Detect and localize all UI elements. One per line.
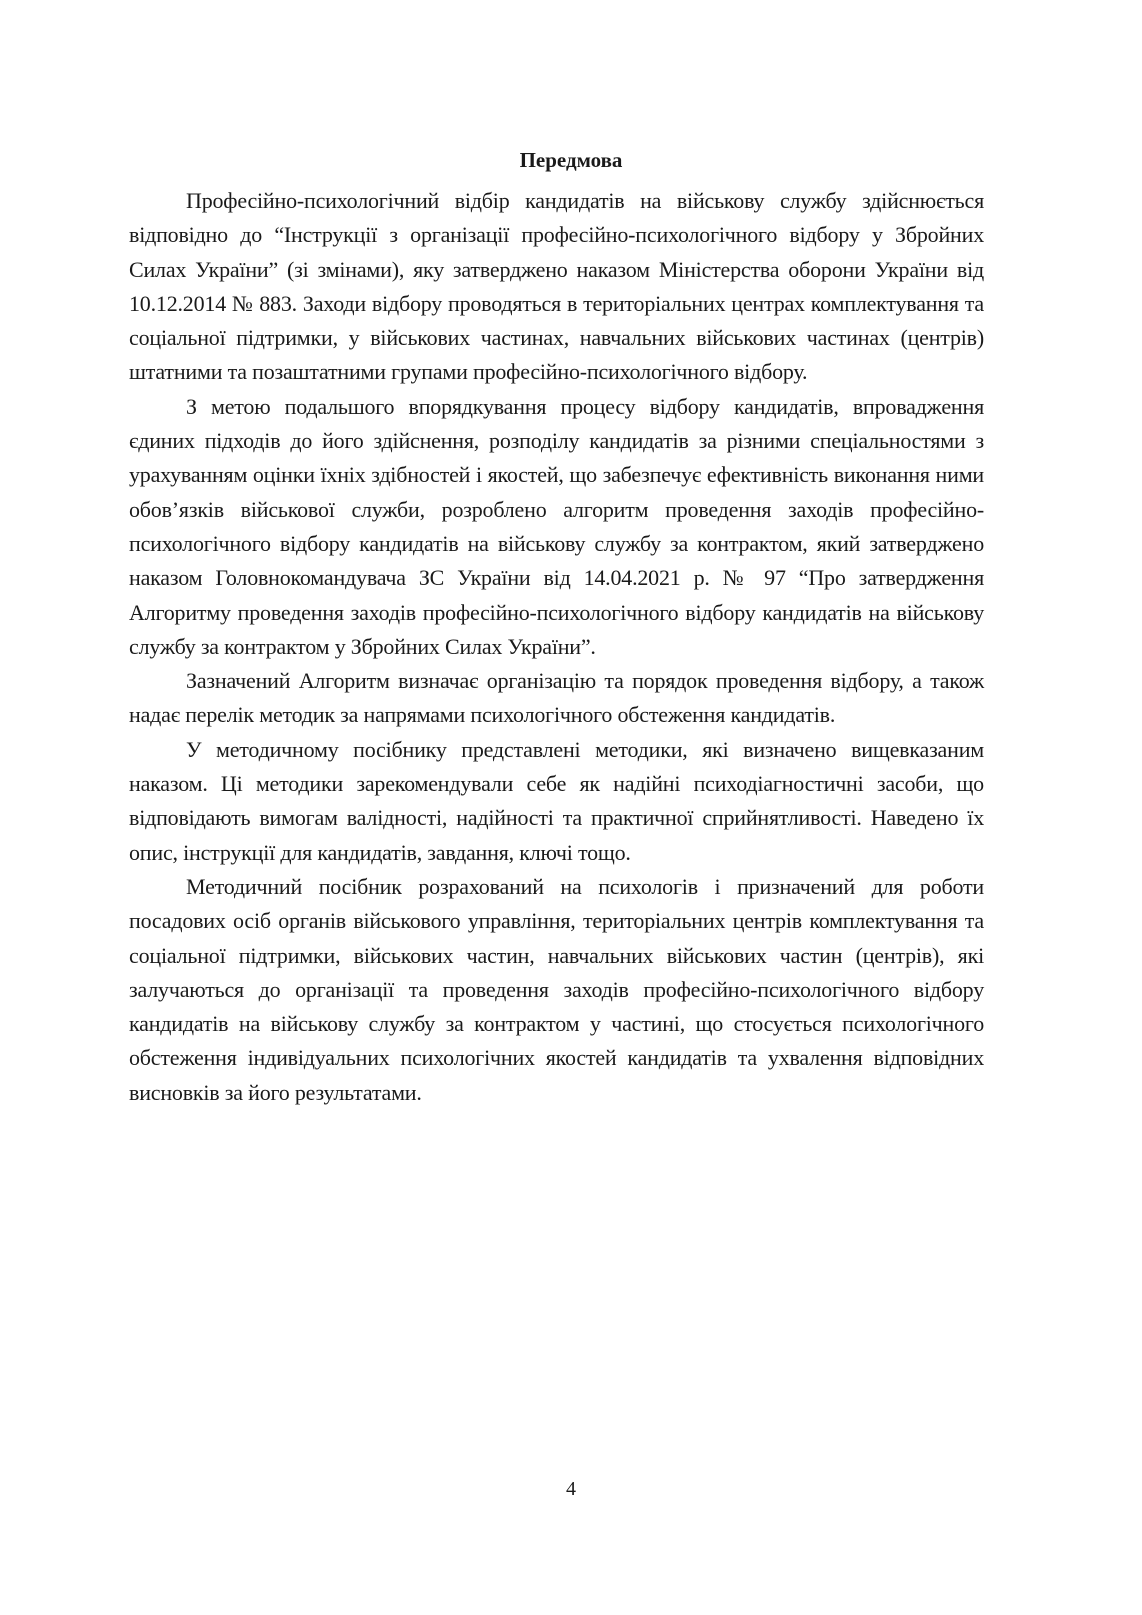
document-body (129, 184, 984, 1110)
page-number: 4 (566, 1478, 576, 1500)
paragraph-1: Професійно-психологічний відбір кандидатів на військову службу здійснюється відповідно до “Інструкції з організації професійно-психологічного відбору у Збройних Силах України” (зі змінами), яку затверджено наказом Міністерства оборони України від 10.12.2014 № 883. Заходи відбору проводяться в територіальних центрах комплектування та соціальної підтримки, у військових частинах, навчальних військових частинах (центрів) штатними та позаштатними групами професійно-психологічного відбору. (129, 188, 984, 385)
paragraph-3: Зазначений Алгоритм визначає організацію та порядок проведення відбору, а також надає перелік методик за напрямами психологічного обстеження кандидатів. (129, 668, 984, 728)
paragraph-2: З метою подальшого впорядкування процесу відбору кандидатів, впровадження єдиних підходів до його здійснення, розподілу кандидатів за різними спеціальностями з урахуванням оцінки їхніх здібностей і якостей, що забезпечує ефективність виконання ними обов’язків військової служби, розроблено алгоритм проведення заходів професійно-психологічного відбору кандидатів на військову службу за контрактом, який затверджено наказом Головнокомандувача ЗС України від 14.04.2021 р. № 97 “Про затвердження Алгоритму проведення заходів професійно-психологічного відбору кандидатів на військову службу за контрактом у Збройних Силах України”. (129, 393, 984, 659)
page-title: Передмова (519, 148, 623, 172)
paragraph-4: У методичному посібнику представлені методики, які визначено вищевказаним наказом. Ці методики зарекомендували себе як надійні психодіагностичні засоби, що відповідають вимогам валідності, надійності та практичної сприйнятливості. Наведено їх опис, інструкції для кандидатів, завдання, ключі тощо. (129, 736, 984, 865)
paragraph-5: Методичний посібник розрахований на психологів і призначений для роботи посадових осіб органів військового управління, територіальних центрів комплектування та соціальної підтримки, військових частин, навчальних військових частин (центрів), які залучаються до організації та проведення заходів професійно-психологічного відбору кандидатів на військову службу за контрактом у частині, що стосується психологічного обстеження індивідуальних психологічних якостей кандидатів та ухвалення відповідних висновків за його результатами. (129, 873, 984, 1105)
